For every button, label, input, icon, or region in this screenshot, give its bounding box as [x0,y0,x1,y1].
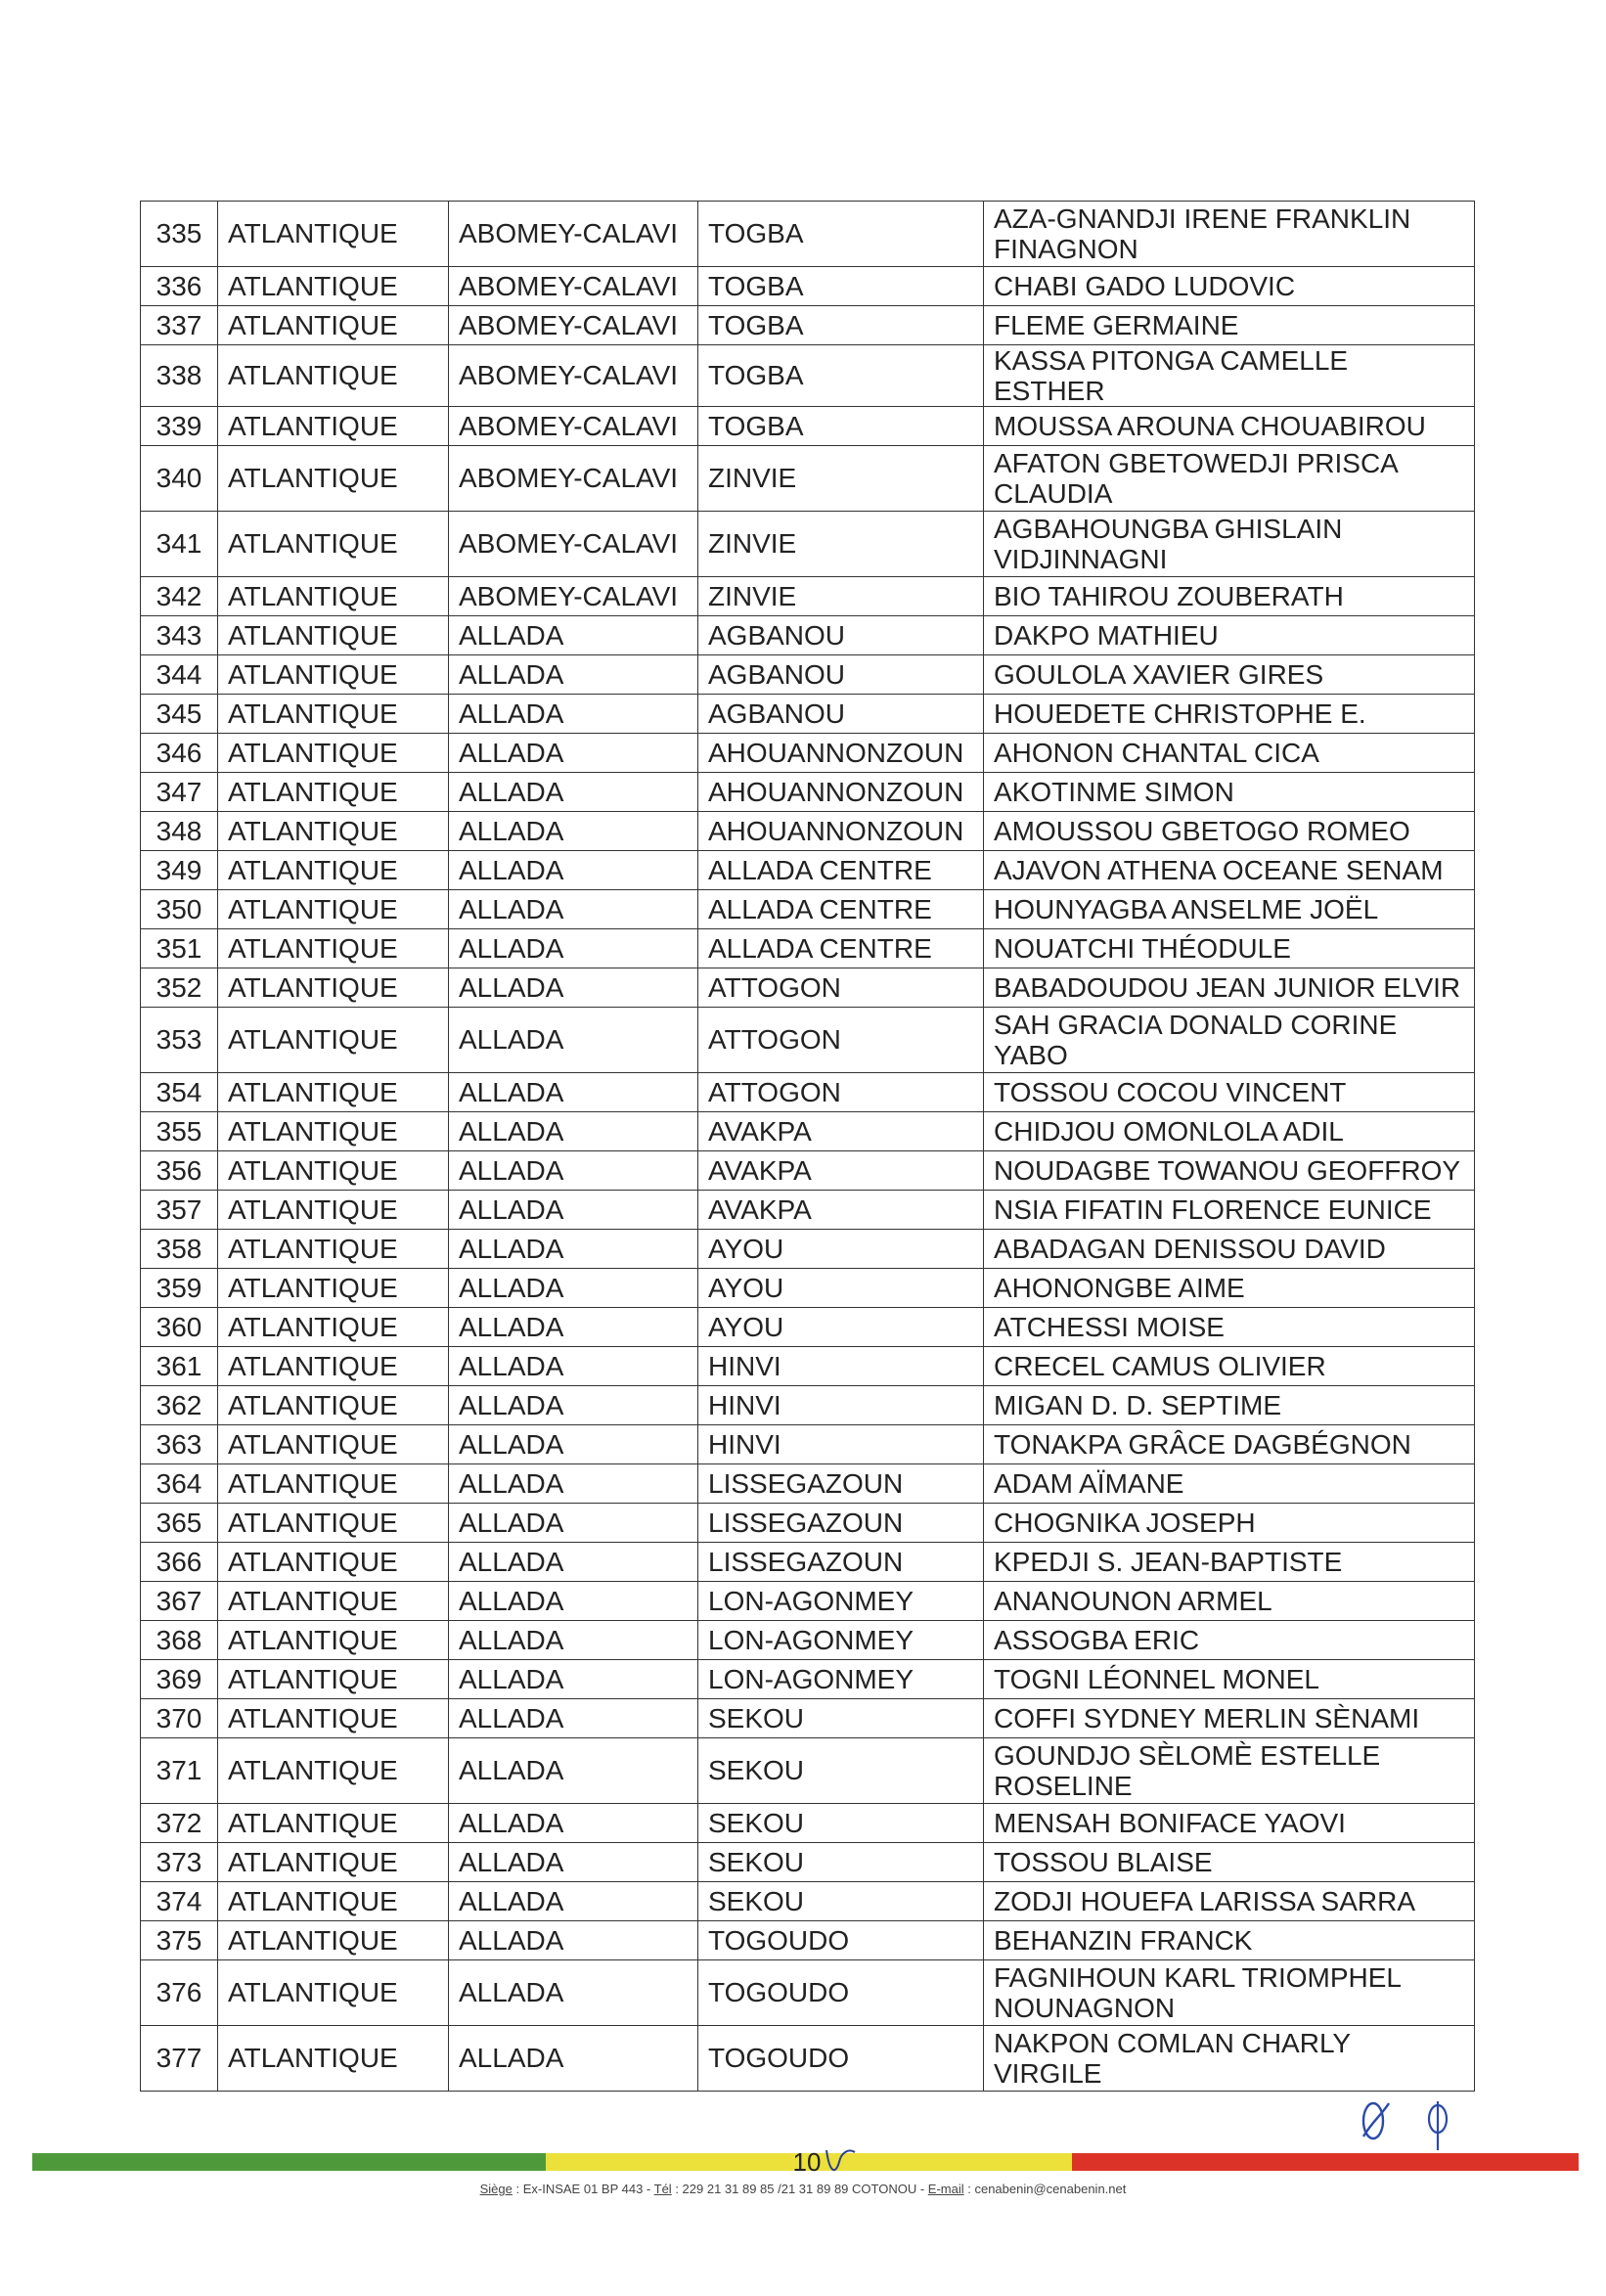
cell-arrondissement: TOGBA [698,306,984,345]
cell-full-name: AHONON CHANTAL CICA [984,734,1475,773]
table-row [141,1347,1475,1386]
cell-department: ATLANTIQUE [218,1151,449,1191]
cell-commune: ALLADA [449,1921,698,1960]
cell-department: ATLANTIQUE [218,1073,449,1112]
cell-commune: ALLADA [449,1699,698,1738]
cell-commune: ALLADA [449,734,698,773]
cell-commune: ALLADA [449,773,698,812]
cell-commune: ALLADA [449,890,698,929]
cell-department: ATLANTIQUE [218,890,449,929]
cell-number: 372 [141,1804,218,1843]
table-row [141,655,1475,695]
cell-department: ATLANTIQUE [218,1504,449,1543]
cell-arrondissement: SEKOU [698,1804,984,1843]
cell-number: 347 [141,773,218,812]
cell-full-name: NAKPON COMLAN CHARLY VIRGILE [984,2026,1475,2092]
cell-full-name: GOUNDJO SÈLOMÈ ESTELLE ROSELINE [984,1738,1475,1804]
cell-full-name: AKOTINME SIMON [984,773,1475,812]
cell-number: 340 [141,446,218,512]
cell-number: 368 [141,1621,218,1660]
cell-full-name: ANANOUNON ARMEL [984,1582,1475,1621]
cell-commune: ALLADA [449,1151,698,1191]
cell-commune: ABOMEY-CALAVI [449,446,698,512]
table-row [141,1960,1475,2026]
cell-commune: ALLADA [449,1504,698,1543]
cell-full-name: HOUEDETE CHRISTOPHE E. [984,695,1475,734]
flag-bar-red [1072,2153,1579,2171]
cell-number: 337 [141,306,218,345]
cell-full-name: NOUATCHI THÉODULE [984,929,1475,968]
cell-department: ATLANTIQUE [218,1425,449,1464]
table-row [141,616,1475,655]
cell-number: 371 [141,1738,218,1804]
table-row [141,1738,1475,1804]
cell-full-name: TONAKPA GRÂCE DAGBÉGNON [984,1425,1475,1464]
cell-commune: ALLADA [449,1269,698,1308]
cell-number: 336 [141,267,218,306]
cell-arrondissement: ATTOGON [698,968,984,1008]
cell-full-name: BABADOUDOU JEAN JUNIOR ELVIR [984,968,1475,1008]
cell-full-name: TOGNI LÉONNEL MONEL [984,1660,1475,1699]
cell-department: ATLANTIQUE [218,1543,449,1582]
cell-arrondissement: TOGOUDO [698,2026,984,2092]
cell-full-name: FAGNIHOUN KARL TRIOMPHEL NOUNAGNON [984,1960,1475,2026]
cell-department: ATLANTIQUE [218,512,449,577]
table-row [141,407,1475,446]
cell-full-name: AHONONGBE AIME [984,1269,1475,1308]
cell-arrondissement: ALLADA CENTRE [698,851,984,890]
cell-arrondissement: HINVI [698,1425,984,1464]
cell-commune: ABOMEY-CALAVI [449,267,698,306]
cell-number: 354 [141,1073,218,1112]
cell-arrondissement: HINVI [698,1386,984,1425]
cell-number: 349 [141,851,218,890]
cell-commune: ALLADA [449,695,698,734]
cell-department: ATLANTIQUE [218,773,449,812]
cell-number: 366 [141,1543,218,1582]
cell-full-name: NSIA FIFATIN FLORENCE EUNICE [984,1191,1475,1230]
cell-arrondissement: AGBANOU [698,695,984,734]
table-row [141,929,1475,968]
cell-commune: ALLADA [449,1660,698,1699]
cell-arrondissement: ZINVIE [698,446,984,512]
cell-department: ATLANTIQUE [218,812,449,851]
cell-number: 367 [141,1582,218,1621]
table-row [141,1269,1475,1308]
cell-arrondissement: SEKOU [698,1882,984,1921]
cell-department: ATLANTIQUE [218,1464,449,1504]
cell-number: 364 [141,1464,218,1504]
cell-commune: ALLADA [449,1543,698,1582]
table-row [141,1151,1475,1191]
table-row [141,1464,1475,1504]
cell-arrondissement: ALLADA CENTRE [698,929,984,968]
cell-full-name: AZA-GNANDJI IRENE FRANKLIN FINAGNON [984,202,1475,267]
cell-department: ATLANTIQUE [218,1269,449,1308]
cell-full-name: HOUNYAGBA ANSELME JOËL [984,890,1475,929]
cell-number: 356 [141,1151,218,1191]
table-row [141,345,1475,407]
cell-full-name: COFFI SYDNEY MERLIN SÈNAMI [984,1699,1475,1738]
cell-full-name: MIGAN D. D. SEPTIME [984,1386,1475,1425]
cell-arrondissement: LISSEGAZOUN [698,1504,984,1543]
cell-arrondissement: ALLADA CENTRE [698,890,984,929]
cell-full-name: MENSAH BONIFACE YAOVI [984,1804,1475,1843]
cell-full-name: AJAVON ATHENA OCEANE SENAM [984,851,1475,890]
signature-icon [1350,2093,1457,2152]
cell-arrondissement: AVAKPA [698,1112,984,1151]
table-row [141,267,1475,306]
cell-full-name: BIO TAHIROU ZOUBERATH [984,577,1475,616]
cell-number: 357 [141,1191,218,1230]
cell-arrondissement: AGBANOU [698,616,984,655]
cell-department: ATLANTIQUE [218,1882,449,1921]
cell-full-name: TOSSOU COCOU VINCENT [984,1073,1475,1112]
cell-number: 353 [141,1008,218,1073]
cell-commune: ALLADA [449,1191,698,1230]
cell-department: ATLANTIQUE [218,1804,449,1843]
cell-department: ATLANTIQUE [218,1738,449,1804]
cell-commune: ALLADA [449,1425,698,1464]
cell-number: 343 [141,616,218,655]
cell-full-name: ADAM AÏMANE [984,1464,1475,1504]
footer-email[interactable]: : cenabenin@cenabenin.net [963,2182,1127,2196]
cell-number: 335 [141,202,218,267]
cell-number: 344 [141,655,218,695]
cell-number: 346 [141,734,218,773]
cell-commune: ABOMEY-CALAVI [449,577,698,616]
cell-arrondissement: AVAKPA [698,1191,984,1230]
table-row [141,1882,1475,1921]
cell-arrondissement: ATTOGON [698,1008,984,1073]
cell-department: ATLANTIQUE [218,1699,449,1738]
cell-commune: ALLADA [449,1347,698,1386]
table-row [141,446,1475,512]
cell-commune: ALLADA [449,1073,698,1112]
cell-arrondissement: AYOU [698,1230,984,1269]
cell-department: ATLANTIQUE [218,1386,449,1425]
cell-number: 341 [141,512,218,577]
cell-full-name: ATCHESSI MOISE [984,1308,1475,1347]
cell-arrondissement: SEKOU [698,1843,984,1882]
table-row [141,1230,1475,1269]
cell-arrondissement: LON-AGONMEY [698,1582,984,1621]
cell-commune: ALLADA [449,1308,698,1347]
cell-department: ATLANTIQUE [218,695,449,734]
cell-department: ATLANTIQUE [218,267,449,306]
cell-full-name: CRECEL CAMUS OLIVIER [984,1347,1475,1386]
cell-department: ATLANTIQUE [218,1582,449,1621]
table-row [141,1112,1475,1151]
table-row [141,1921,1475,1960]
cell-department: ATLANTIQUE [218,1308,449,1347]
table-row [141,1660,1475,1699]
cell-number: 350 [141,890,218,929]
cell-commune: ALLADA [449,812,698,851]
cell-department: ATLANTIQUE [218,1960,449,2026]
table-row [141,773,1475,812]
table-row [141,1073,1475,1112]
cell-commune: ALLADA [449,1882,698,1921]
cell-number: 370 [141,1699,218,1738]
table-row [141,734,1475,773]
cell-department: ATLANTIQUE [218,1230,449,1269]
table-row [141,1543,1475,1582]
table-row [141,1191,1475,1230]
cell-commune: ALLADA [449,655,698,695]
cell-arrondissement: AVAKPA [698,1151,984,1191]
cell-full-name: SAH GRACIA DONALD CORINE YABO [984,1008,1475,1073]
cell-number: 373 [141,1843,218,1882]
table-row [141,202,1475,267]
cell-full-name: AGBAHOUNGBA GHISLAIN VIDJINNAGNI [984,512,1475,577]
cell-arrondissement: ZINVIE [698,577,984,616]
cell-department: ATLANTIQUE [218,1621,449,1660]
cell-number: 362 [141,1386,218,1425]
cell-department: ATLANTIQUE [218,446,449,512]
table-row [141,1582,1475,1621]
cell-number: 338 [141,345,218,407]
cell-arrondissement: AYOU [698,1269,984,1308]
cell-number: 342 [141,577,218,616]
cell-department: ATLANTIQUE [218,345,449,407]
cell-full-name: KPEDJI S. JEAN-BAPTISTE [984,1543,1475,1582]
cell-arrondissement: AHOUANNONZOUN [698,734,984,773]
cell-arrondissement: TOGBA [698,407,984,446]
cell-arrondissement: AHOUANNONZOUN [698,812,984,851]
cell-full-name: ASSOGBA ERIC [984,1621,1475,1660]
cell-full-name: DAKPO MATHIEU [984,616,1475,655]
cell-department: ATLANTIQUE [218,1843,449,1882]
footer-tel: : 229 21 31 89 85 /21 31 89 89 COTONOU - [671,2182,928,2196]
cell-number: 376 [141,1960,218,2026]
cell-arrondissement: TOGOUDO [698,1921,984,1960]
cell-commune: ALLADA [449,1230,698,1269]
cell-department: ATLANTIQUE [218,407,449,446]
cell-commune: ALLADA [449,1582,698,1621]
footer-address: : Ex-INSAE 01 BP 443 - [512,2182,654,2196]
cell-department: ATLANTIQUE [218,577,449,616]
cell-arrondissement: SEKOU [698,1699,984,1738]
cell-department: ATLANTIQUE [218,1921,449,1960]
cell-commune: ALLADA [449,1960,698,2026]
cell-full-name: ZODJI HOUEFA LARISSA SARRA [984,1882,1475,1921]
table-row [141,1504,1475,1543]
cell-arrondissement: SEKOU [698,1738,984,1804]
cell-commune: ALLADA [449,1804,698,1843]
table-row [141,1699,1475,1738]
cell-number: 374 [141,1882,218,1921]
cell-commune: ALLADA [449,1843,698,1882]
cell-full-name: GOULOLA XAVIER GIRES [984,655,1475,695]
cell-arrondissement: TOGOUDO [698,1960,984,2026]
cell-commune: ABOMEY-CALAVI [449,202,698,267]
cell-full-name: FLEME GERMAINE [984,306,1475,345]
footer-siege-label: Siège [479,2182,513,2196]
cell-department: ATLANTIQUE [218,616,449,655]
cell-department: ATLANTIQUE [218,929,449,968]
cell-arrondissement: AGBANOU [698,655,984,695]
table-row [141,512,1475,577]
cell-full-name: AMOUSSOU GBETOGO ROMEO [984,812,1475,851]
cell-commune: ALLADA [449,1621,698,1660]
cell-arrondissement: LISSEGAZOUN [698,1464,984,1504]
cell-number: 345 [141,695,218,734]
cell-full-name: AFATON GBETOWEDJI PRISCA CLAUDIA [984,446,1475,512]
cell-department: ATLANTIQUE [218,734,449,773]
initials-mark-icon [822,2142,870,2182]
table-row [141,968,1475,1008]
cell-commune: ABOMEY-CALAVI [449,345,698,407]
cell-arrondissement: TOGBA [698,345,984,407]
cell-department: ATLANTIQUE [218,968,449,1008]
table-row [141,851,1475,890]
cell-commune: ABOMEY-CALAVI [449,306,698,345]
cell-arrondissement: HINVI [698,1347,984,1386]
table-row [141,1425,1475,1464]
cell-department: ATLANTIQUE [218,1347,449,1386]
cell-commune: ALLADA [449,929,698,968]
cell-arrondissement: AYOU [698,1308,984,1347]
cell-commune: ALLADA [449,2026,698,2092]
cell-full-name: MOUSSA AROUNA CHOUABIROU [984,407,1475,446]
cell-commune: ALLADA [449,616,698,655]
table-row [141,1308,1475,1347]
cell-full-name: ABADAGAN DENISSOU DAVID [984,1230,1475,1269]
cell-department: ATLANTIQUE [218,655,449,695]
cell-number: 348 [141,812,218,851]
cell-department: ATLANTIQUE [218,306,449,345]
cell-commune: ALLADA [449,968,698,1008]
footer-tel-label: Tél [653,2182,672,2196]
cell-commune: ABOMEY-CALAVI [449,512,698,577]
cell-department: ATLANTIQUE [218,851,449,890]
cell-full-name: CHIDJOU OMONLOLA ADIL [984,1112,1475,1151]
cell-full-name: NOUDAGBE TOWANOU GEOFFROY [984,1151,1475,1191]
cell-full-name: CHOGNIKA JOSEPH [984,1504,1475,1543]
cell-number: 339 [141,407,218,446]
cell-department: ATLANTIQUE [218,1008,449,1073]
table-row [141,890,1475,929]
table-row [141,1843,1475,1882]
table-row [141,812,1475,851]
cell-commune: ALLADA [449,1464,698,1504]
cell-arrondissement: TOGBA [698,202,984,267]
cell-commune: ALLADA [449,1386,698,1425]
cell-arrondissement: LON-AGONMEY [698,1621,984,1660]
cell-number: 363 [141,1425,218,1464]
table-row [141,1804,1475,1843]
cell-arrondissement: ZINVIE [698,512,984,577]
cell-number: 361 [141,1347,218,1386]
table-row [141,1008,1475,1073]
cell-number: 358 [141,1230,218,1269]
cell-commune: ABOMEY-CALAVI [449,407,698,446]
cell-department: ATLANTIQUE [218,202,449,267]
page-number: 10 [792,2147,822,2177]
table-row [141,2026,1475,2092]
table-row [141,306,1475,345]
cell-number: 352 [141,968,218,1008]
cell-number: 359 [141,1269,218,1308]
footer-email-label: E-mail [927,2182,964,2196]
cell-number: 351 [141,929,218,968]
table-row [141,1621,1475,1660]
cell-department: ATLANTIQUE [218,2026,449,2092]
cell-department: ATLANTIQUE [218,1112,449,1151]
cell-arrondissement: TOGBA [698,267,984,306]
cell-number: 360 [141,1308,218,1347]
cell-full-name: TOSSOU BLAISE [984,1843,1475,1882]
cell-arrondissement: LON-AGONMEY [698,1660,984,1699]
cell-arrondissement: AHOUANNONZOUN [698,773,984,812]
table-row [141,1386,1475,1425]
cell-number: 365 [141,1504,218,1543]
cell-number: 369 [141,1660,218,1699]
candidates-table-body [141,202,1475,2092]
candidates-table [140,201,1475,2092]
cell-number: 375 [141,1921,218,1960]
cell-full-name: BEHANZIN FRANCK [984,1921,1475,1960]
cell-commune: ALLADA [449,851,698,890]
cell-number: 377 [141,2026,218,2092]
cell-department: ATLANTIQUE [218,1660,449,1699]
cell-commune: ALLADA [449,1112,698,1151]
cell-full-name: KASSA PITONGA CAMELLE ESTHER [984,345,1475,407]
flag-bar-green [32,2153,546,2171]
table-row [141,695,1475,734]
cell-commune: ALLADA [449,1738,698,1804]
table-row [141,577,1475,616]
cell-number: 355 [141,1112,218,1151]
footer-contact [0,2182,1606,2196]
cell-arrondissement: LISSEGAZOUN [698,1543,984,1582]
cell-arrondissement: ATTOGON [698,1073,984,1112]
cell-full-name: CHABI GADO LUDOVIC [984,267,1475,306]
cell-commune: ALLADA [449,1008,698,1073]
cell-department: ATLANTIQUE [218,1191,449,1230]
